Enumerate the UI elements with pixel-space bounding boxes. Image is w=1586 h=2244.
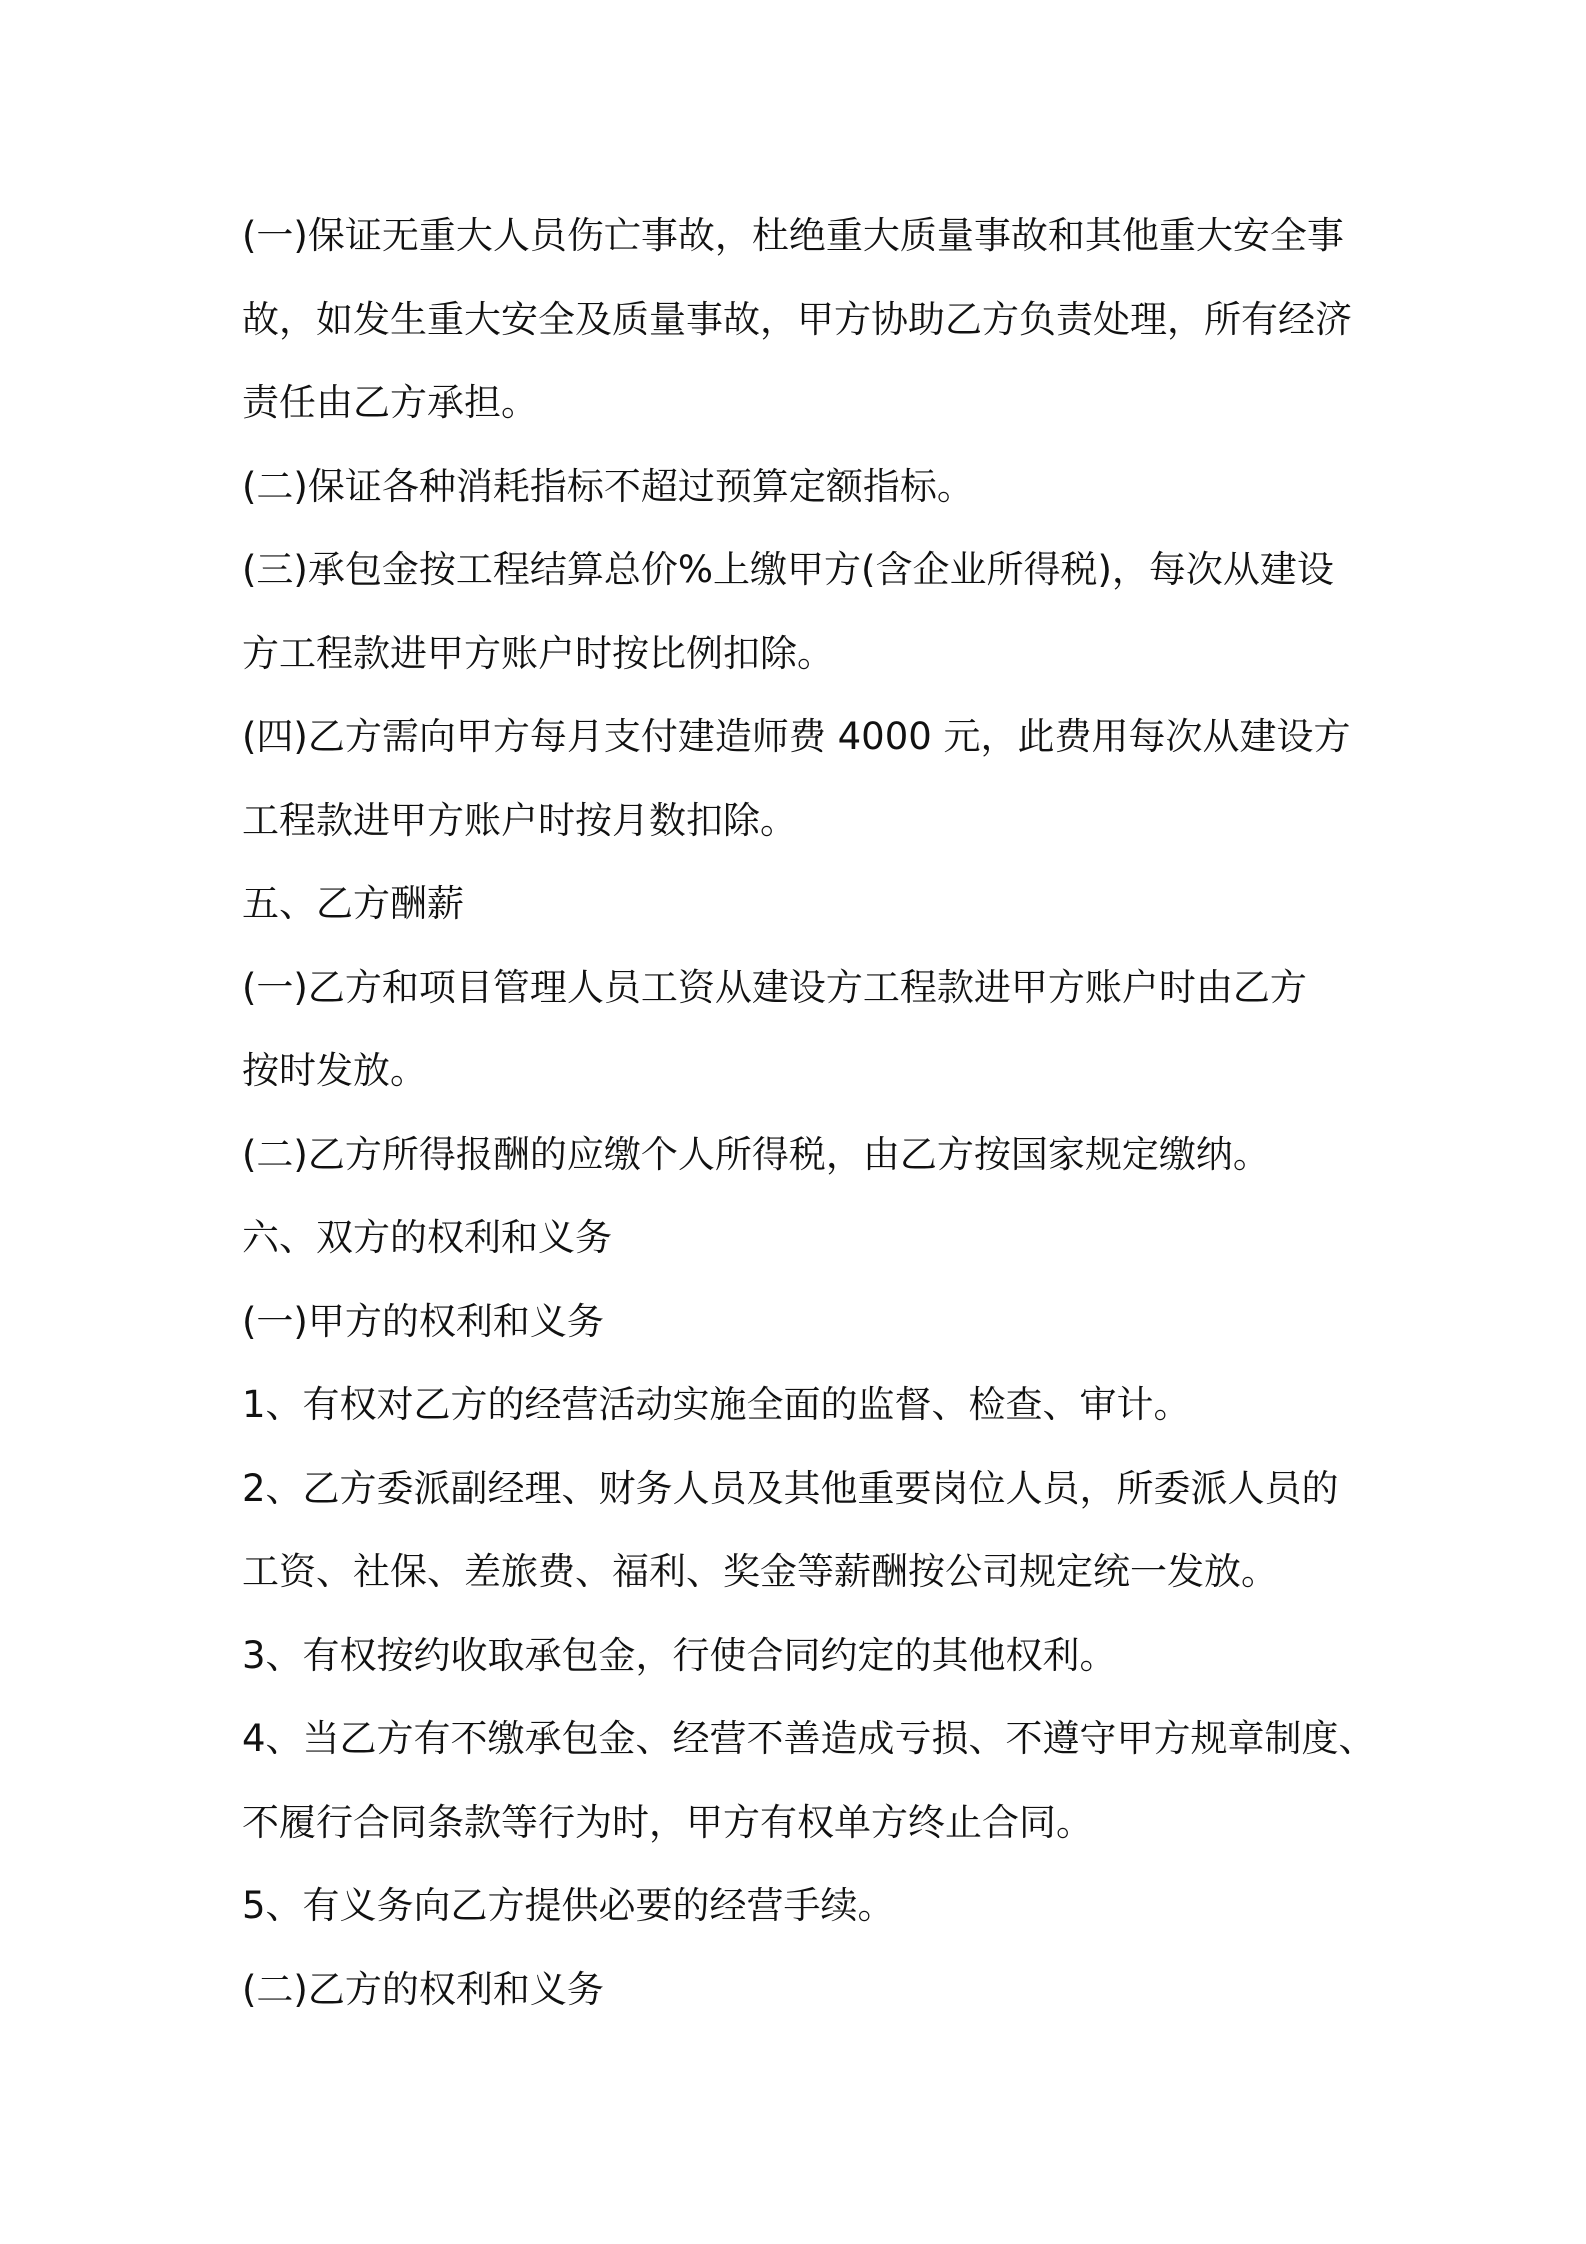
text-line: 3、有权按约收取承包金，行使合同约定的其他权利。	[242, 1633, 1117, 1677]
text-line: (一)乙方和项目管理人员工资从建设方工程款进甲方账户时由乙方	[242, 965, 1307, 1009]
text-line: 5、有义务向乙方提供必要的经营手续。	[242, 1884, 895, 1927]
text-line: 工资、社保、差旅费、福利、奖金等薪酬按公司规定统一发放。	[242, 1550, 1278, 1593]
text-line: 不履行合同条款等行为时，甲方有权单方终止合同。	[242, 1800, 1093, 1844]
text-line: 责任由乙方承担。	[242, 381, 538, 424]
subsection-heading: (一)甲方的权利和义务	[242, 1299, 604, 1343]
text-line: 按时发放。	[242, 1049, 427, 1092]
text-line: (二)保证各种消耗指标不超过预算定额指标。	[242, 464, 974, 508]
text-line: (二)乙方所得报酬的应缴个人所得税，由乙方按国家规定缴纳。	[242, 1132, 1270, 1176]
section-heading: 五、乙方酬薪	[242, 882, 464, 925]
subsection-heading: (二)乙方的权利和义务	[242, 1967, 604, 2011]
document-body	[242, 194, 1376, 2031]
text-line: 2、乙方委派副经理、财务人员及其他重要岗位人员，所委派人员的	[242, 1466, 1339, 1510]
text-line: (四)乙方需向甲方每月支付建造师费 4000 元，此费用每次从建设方	[242, 715, 1351, 758]
text-line: (一)保证无重大人员伤亡事故，杜绝重大质量事故和其他重大安全事	[242, 214, 1344, 257]
section-heading: 六、双方的权利和义务	[242, 1216, 612, 1259]
text-line: 4、当乙方有不缴承包金、经营不善造成亏损、不遵守甲方规章制度、	[242, 1717, 1376, 1760]
text-line: 故，如发生重大安全及质量事故，甲方协助乙方负责处理，所有经济	[242, 297, 1352, 341]
text-line: 1、有权对乙方的经营活动实施全面的监督、检查、审计。	[242, 1383, 1191, 1426]
text-line: 方工程款进甲方账户时按比例扣除。	[242, 631, 834, 675]
text-line: (三)承包金按工程结算总价%上缴甲方(含企业所得税)，每次从建设	[242, 548, 1334, 591]
text-line: 工程款进甲方账户时按月数扣除。	[242, 798, 797, 842]
